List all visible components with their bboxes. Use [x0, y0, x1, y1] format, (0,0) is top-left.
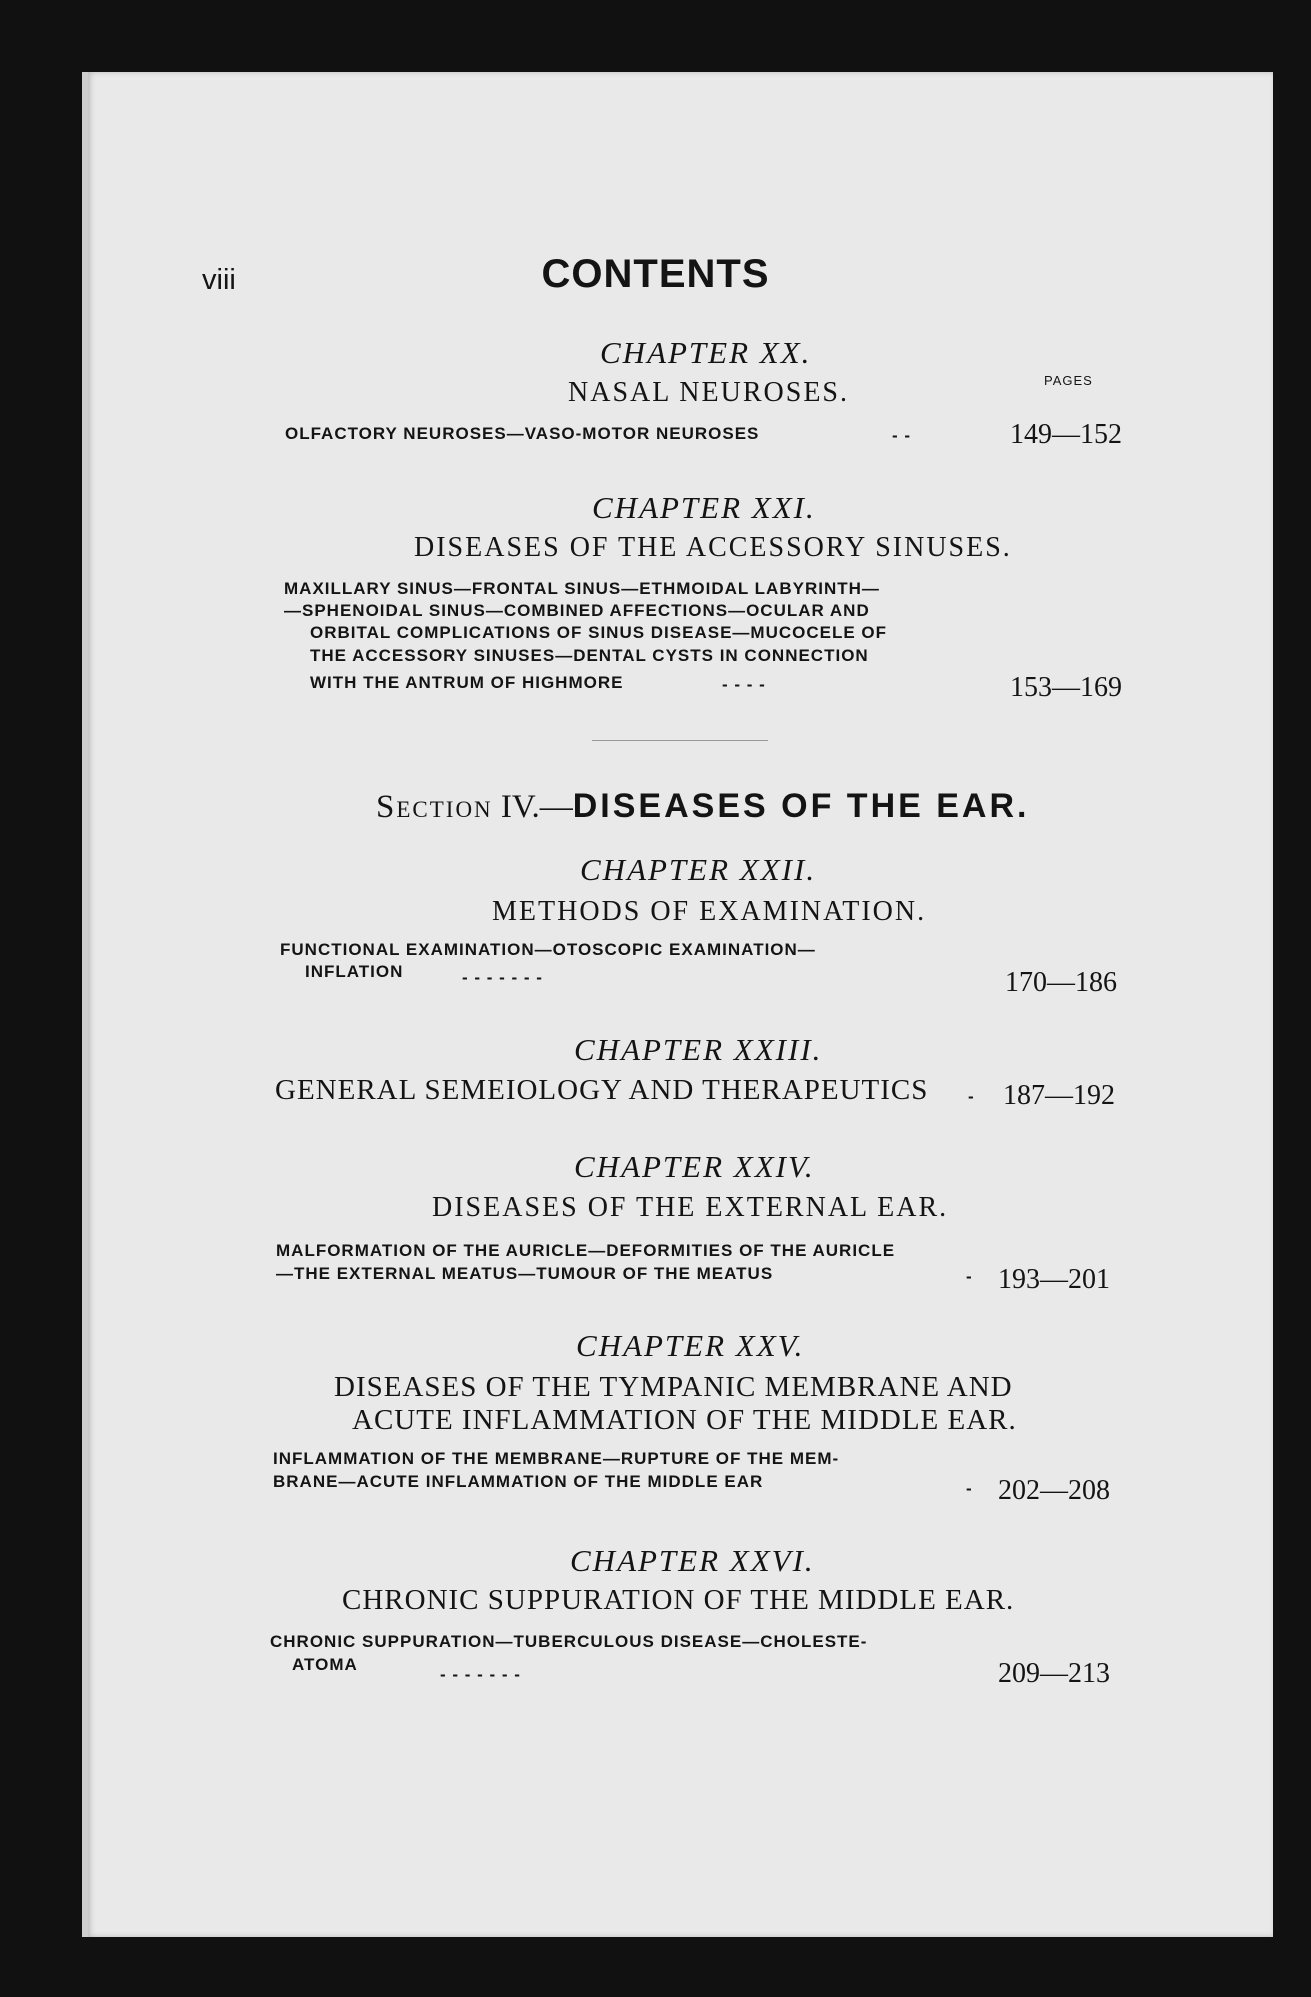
entry-line: THE ACCESSORY SINUSES—DENTAL CYSTS IN CONNECTION	[310, 646, 869, 665]
page-number: viii	[202, 264, 236, 296]
chapter-title: CHRONIC SUPPURATION OF THE MIDDLE EAR.	[342, 1584, 1015, 1616]
page-range: 170—186	[1005, 967, 1117, 998]
section-number: IV.—	[500, 789, 573, 825]
chapter-title: NASAL NEUROSES.	[568, 377, 849, 408]
chapter-title: DISEASES OF THE TYMPANIC MEMBRANE AND	[334, 1371, 1013, 1403]
page-title: CONTENTS	[541, 252, 770, 296]
page-range: 193—201	[998, 1264, 1110, 1295]
entry-line: WITH THE ANTRUM OF HIGHMORE	[310, 673, 624, 692]
chapter-heading: CHAPTER XXV.	[576, 1328, 805, 1363]
chapter-title: DISEASES OF THE EXTERNAL EAR.	[432, 1192, 949, 1223]
pages-column-label: PAGES	[1044, 373, 1093, 388]
dot-leader: - - - - - - -	[462, 968, 543, 987]
page-range: 209—213	[998, 1658, 1110, 1689]
dot-leader: - - - -	[722, 675, 766, 694]
chapter-heading: CHAPTER XX.	[600, 335, 812, 370]
entry-line: BRANE—ACUTE INFLAMMATION OF THE MIDDLE EAR	[273, 1472, 764, 1491]
dot-leader: - - - - - - -	[440, 1665, 521, 1684]
entry-line: FUNCTIONAL EXAMINATION—OTOSCOPIC EXAMINATION—	[280, 940, 816, 959]
dot-leader: -	[968, 1087, 975, 1106]
section-heading	[376, 787, 1029, 826]
chapter-heading: CHAPTER XXI.	[592, 490, 816, 525]
section-prefix: Section	[376, 789, 493, 825]
chapter-title: ACUTE INFLAMMATION OF THE MIDDLE EAR.	[352, 1404, 1017, 1436]
entry-line: —SPHENOIDAL SINUS—COMBINED AFFECTIONS—OCULAR AND	[284, 601, 870, 620]
page-range: 202—208	[998, 1475, 1110, 1506]
chapter-title: GENERAL SEMEIOLOGY AND THERAPEUTICS	[275, 1074, 929, 1106]
page-range: 153—169	[1010, 672, 1122, 703]
chapter-heading: CHAPTER XXVI.	[570, 1543, 815, 1578]
chapter-title: DISEASES OF THE ACCESSORY SINUSES.	[414, 532, 1012, 563]
entry-line: MALFORMATION OF THE AURICLE—DEFORMITIES OF THE AURICLE	[276, 1241, 896, 1260]
chapter-heading: CHAPTER XXII.	[580, 852, 817, 887]
dot-leader: -	[966, 1479, 973, 1498]
entry-line: CHRONIC SUPPURATION—TUBERCULOUS DISEASE—CHOLESTE-	[270, 1632, 868, 1651]
chapter-heading: CHAPTER XXIII.	[574, 1032, 823, 1067]
entry-line: MAXILLARY SINUS—FRONTAL SINUS—ETHMOIDAL LABYRINTH—	[284, 579, 880, 598]
chapter-title: METHODS OF EXAMINATION.	[492, 896, 927, 927]
entry-line: OLFACTORY NEUROSES—VASO-MOTOR NEUROSES	[285, 424, 760, 443]
divider	[592, 740, 768, 741]
entry-line: —THE EXTERNAL MEATUS—TUMOUR OF THE MEATUS	[276, 1264, 774, 1283]
section-title: DISEASES OF THE EAR.	[572, 787, 1030, 825]
entry-line: INFLATION	[305, 962, 404, 981]
page-range: 149—152	[1010, 419, 1122, 450]
entry-line: ATOMA	[292, 1655, 358, 1674]
dot-leader: -	[966, 1267, 973, 1286]
dot-leader: - -	[892, 426, 912, 445]
entry-line: INFLAMMATION OF THE MEMBRANE—RUPTURE OF THE MEM-	[273, 1449, 840, 1468]
page-range: 187—192	[1003, 1080, 1115, 1111]
chapter-heading: CHAPTER XXIV.	[574, 1149, 815, 1184]
entry-line: ORBITAL COMPLICATIONS OF SINUS DISEASE—MUCOCELE OF	[310, 623, 888, 642]
